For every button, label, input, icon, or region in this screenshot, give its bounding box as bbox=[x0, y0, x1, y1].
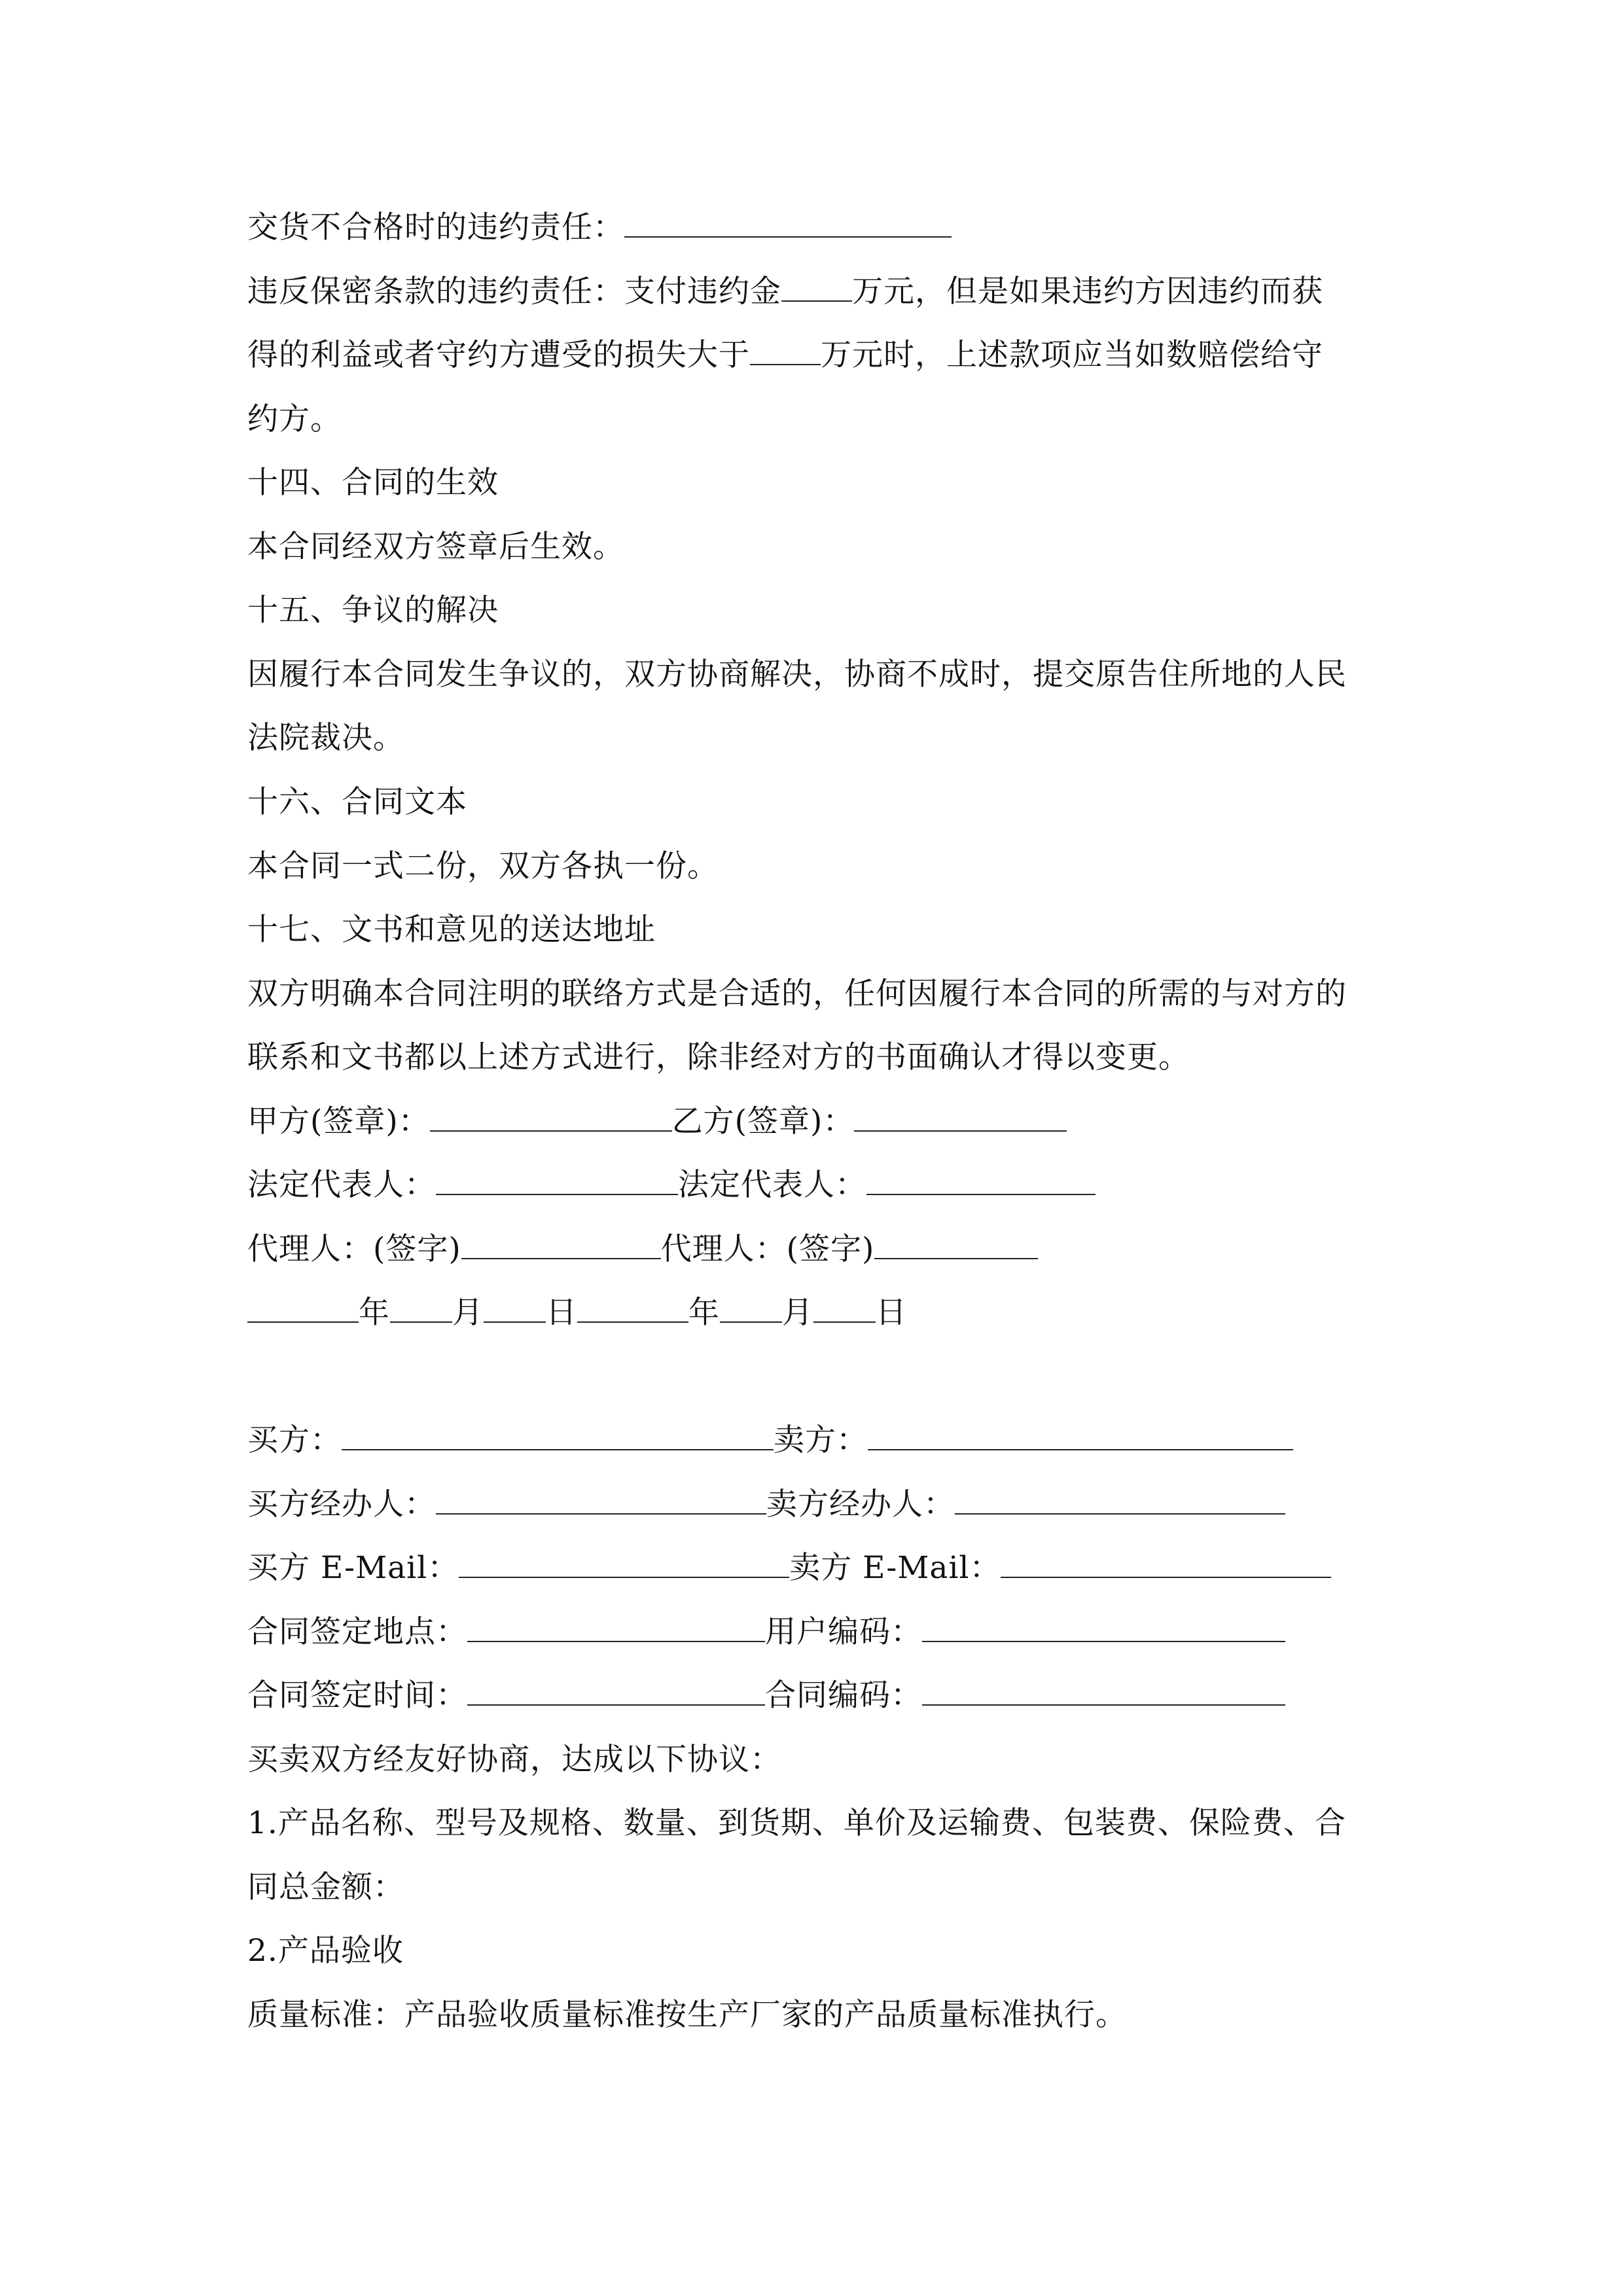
section-17-body-2: 联系和文书都以上述方式进行，除非经对方的书面确认才得以变更。 bbox=[247, 1039, 1190, 1075]
loss-text-2: 万元时，上述款项应当如数赔偿给守 bbox=[821, 337, 1323, 373]
confidentiality-loss-line bbox=[247, 336, 1323, 375]
breach-delivery-text: 交货不合格时的违约责任： bbox=[247, 209, 624, 245]
date-b-day-label: 日 bbox=[876, 1295, 907, 1331]
penalty-amount-blank[interactable] bbox=[781, 274, 852, 302]
date-b-month-blank[interactable] bbox=[720, 1295, 782, 1323]
loss-text-1: 得的利益或者守约方遭受的损失大于 bbox=[247, 337, 750, 373]
confidentiality-end-line: 约方。 bbox=[247, 401, 342, 437]
agreement-intro: 买卖双方经友好协商，达成以下协议： bbox=[247, 1742, 781, 1778]
party-b-agent-blank[interactable] bbox=[874, 1232, 1038, 1259]
user-code-blank[interactable] bbox=[922, 1615, 1285, 1642]
legal-rep-line bbox=[247, 1166, 1096, 1205]
seller-label: 卖方： bbox=[774, 1422, 868, 1458]
party-b-seal-blank[interactable] bbox=[854, 1104, 1067, 1132]
contract-time-label: 合同签定时间： bbox=[247, 1677, 467, 1713]
time-number-line bbox=[247, 1676, 1285, 1715]
signing-date-line bbox=[247, 1293, 907, 1333]
party-a-legal-rep-label: 法定代表人： bbox=[247, 1167, 436, 1203]
party-signature-line bbox=[247, 1102, 1067, 1141]
contract-time-blank[interactable] bbox=[467, 1678, 765, 1706]
buyer-seller-line bbox=[247, 1421, 1293, 1460]
section-15-heading: 十五、争议的解决 bbox=[247, 592, 499, 628]
item-1-line-1: 1.产品名称、型号及规格、数量、到货期、单价及运输费、包装费、保险费、合 bbox=[247, 1805, 1346, 1841]
confidentiality-breach-line bbox=[247, 272, 1323, 312]
buyer-label: 买方： bbox=[247, 1422, 342, 1458]
user-code-label: 用户编码： bbox=[765, 1614, 922, 1650]
quality-standard-line: 质量标准：产品验收质量标准按生产厂家的产品质量标准执行。 bbox=[247, 1997, 1127, 2033]
date-b-year-blank[interactable] bbox=[577, 1295, 688, 1323]
date-a-month-label: 月 bbox=[452, 1295, 484, 1331]
section-16-heading: 十六、合同文本 bbox=[247, 784, 467, 820]
item-1-line-2: 同总金额： bbox=[247, 1869, 404, 1905]
buyer-blank[interactable] bbox=[342, 1423, 774, 1450]
item-2-heading: 2.产品验收 bbox=[247, 1933, 404, 1969]
date-a-year-label: 年 bbox=[359, 1295, 390, 1331]
date-a-day-label: 日 bbox=[546, 1295, 577, 1331]
section-15-body-1: 因履行本合同发生争议的，双方协商解决，协商不成时，提交原告住所地的人民 bbox=[247, 656, 1347, 692]
contract-place-blank[interactable] bbox=[467, 1615, 765, 1642]
party-a-seal-blank[interactable] bbox=[430, 1104, 672, 1132]
contract-number-blank[interactable] bbox=[922, 1678, 1285, 1706]
date-a-month-blank[interactable] bbox=[390, 1295, 452, 1323]
agent-signature-line bbox=[247, 1230, 1038, 1269]
party-a-seal-label: 甲方(签章)： bbox=[247, 1103, 430, 1139]
section-14-body: 本合同经双方签章后生效。 bbox=[247, 529, 624, 565]
date-a-year-blank[interactable] bbox=[247, 1295, 359, 1323]
email-line bbox=[247, 1549, 1331, 1588]
date-b-day-blank[interactable] bbox=[813, 1295, 876, 1323]
buyer-handler-blank[interactable] bbox=[436, 1487, 766, 1515]
party-a-agent-label: 代理人：(签字) bbox=[247, 1231, 461, 1267]
buyer-email-blank[interactable] bbox=[459, 1551, 789, 1578]
handler-line bbox=[247, 1485, 1285, 1524]
party-a-agent-blank[interactable] bbox=[461, 1232, 661, 1259]
confidentiality-text-2: 万元，但是如果违约方因违约而获 bbox=[852, 274, 1323, 310]
place-code-line bbox=[247, 1613, 1285, 1652]
seller-handler-label: 卖方经办人： bbox=[766, 1486, 955, 1522]
section-14-heading: 十四、合同的生效 bbox=[247, 465, 499, 501]
section-15-body-2: 法院裁决。 bbox=[247, 720, 404, 756]
buyer-email-label: 买方 E-Mail： bbox=[247, 1550, 459, 1586]
section-17-heading: 十七、文书和意见的送达地址 bbox=[247, 912, 656, 948]
breach-delivery-blank[interactable] bbox=[624, 210, 952, 238]
seller-email-label: 卖方 E-Mail： bbox=[789, 1550, 1001, 1586]
contract-place-label: 合同签定地点： bbox=[247, 1614, 467, 1650]
party-b-legal-rep-label: 法定代表人： bbox=[678, 1167, 866, 1203]
seller-email-blank[interactable] bbox=[1001, 1551, 1331, 1578]
party-b-legal-rep-blank[interactable] bbox=[866, 1168, 1096, 1195]
date-b-year-label: 年 bbox=[688, 1295, 720, 1331]
confidentiality-text-1: 违反保密条款的违约责任：支付违约金 bbox=[247, 274, 781, 310]
loss-amount-blank[interactable] bbox=[750, 338, 821, 365]
party-b-agent-label: 代理人：(签字) bbox=[660, 1231, 875, 1267]
section-17-body-1: 双方明确本合同注明的联络方式是合适的，任何因履行本合同的所需的与对方的 bbox=[247, 976, 1347, 1012]
date-a-day-blank[interactable] bbox=[484, 1295, 546, 1323]
seller-blank[interactable] bbox=[868, 1423, 1293, 1450]
contract-number-label: 合同编码： bbox=[765, 1677, 922, 1713]
seller-handler-blank[interactable] bbox=[955, 1487, 1285, 1515]
breach-delivery-line bbox=[247, 208, 952, 247]
buyer-handler-label: 买方经办人： bbox=[247, 1486, 436, 1522]
section-16-body: 本合同一式二份，双方各执一份。 bbox=[247, 848, 719, 884]
party-b-seal-label: 乙方(签章)： bbox=[671, 1103, 855, 1139]
party-a-legal-rep-blank[interactable] bbox=[436, 1168, 678, 1195]
date-b-month-label: 月 bbox=[782, 1295, 813, 1331]
